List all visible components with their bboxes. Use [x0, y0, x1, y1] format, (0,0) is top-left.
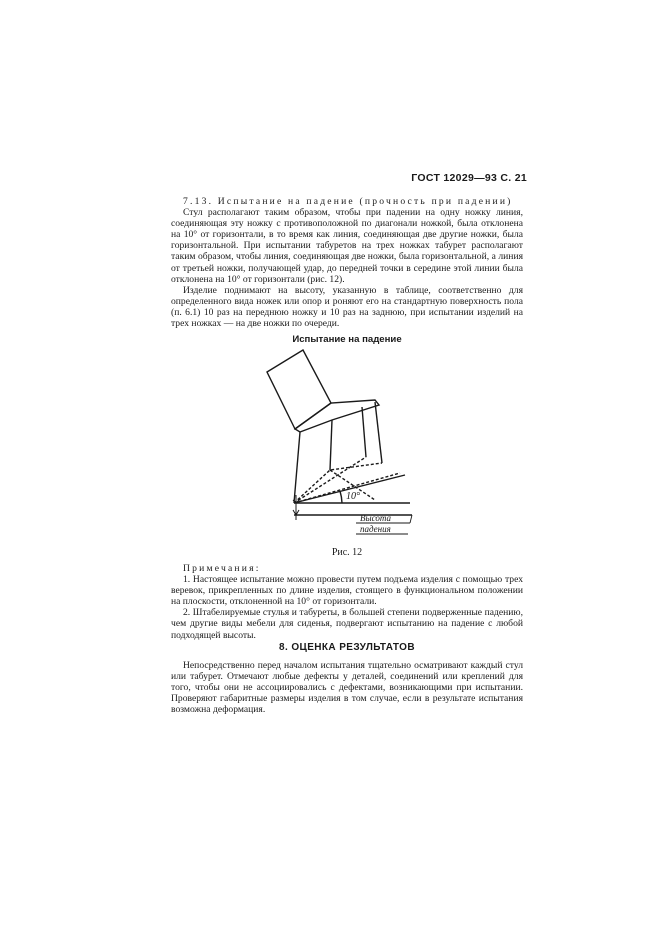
note-item: 2. Штабелируемые стулья и табуреты, в большей степени подверженные падению, чем другие виды мебели для сиденья, подвергают испытанию на падение с любой подходящей высоты.	[171, 607, 523, 641]
notes-heading: Примечания:	[183, 563, 261, 574]
section-7-13	[171, 196, 523, 329]
chair-leg	[362, 407, 366, 457]
chair-leg	[375, 402, 382, 463]
figure-title: Испытание на падение	[292, 334, 402, 345]
figure-drawing	[250, 345, 430, 545]
paragraph: Изделие поднимают на высоту, указанную в таблице, соответственно для определенного вида ножек или опор и роняют его на стандартную поверхность пола (п. 6.1) 10 раз на переднюю ножку и 10 раз на заднюю, при испытании изделий на трех ножках — на две ножки по очереди.	[171, 284, 523, 330]
chair-leg	[330, 420, 332, 470]
chair-seat	[295, 400, 379, 432]
section-8-title: 8. ОЦЕНКА РЕЗУЛЬТАТОВ	[279, 642, 415, 653]
note-item: 1. Настоящее испытание можно провести путем подъема изделия с помощью трех веревок, прикрепленных по длине изделия, стоящего в функциональном положении на плоскости, отклоненной на 10° от горизонтали.	[171, 574, 523, 608]
paragraph: Стул располагают таким образом, чтобы при падении на одну ножку линия, соединяющая эту ножку с противоположной по диагонали ножкой, была отклонена на 10° от горизонтали, в то время как линия, соединяющая две другие ножки, была горизонтальной. При испытании табуретов на трех ножках табурет располагают таким образом, чтобы линия, соединяющая две ножки, была горизонтальной, а линия от третьей ножки, получающей удар, до передней точки в середине этой линии была отклонена на 10° от горизонтали (рис. 12).	[171, 207, 523, 285]
angle-label: 10°	[346, 491, 360, 502]
angle-arc	[340, 491, 342, 503]
chair-backrest	[267, 350, 331, 429]
notes-block	[171, 563, 523, 641]
chair-leg	[294, 432, 300, 503]
section-heading: 7.13. Испытание на падение (прочность при падении)	[183, 196, 513, 207]
height-label: Высота	[360, 513, 391, 523]
paragraph: Непосредственно перед началом испытания тщательно осматривают каждый стул или табурет. Отмечают любые дефекты у деталей, соединений или креплений для того, чтобы они не ассоциировались с дефектами, возникающими при испытании. Проверяют габаритные размеры изделия в том случае, если в результате испытания возможна деформация.	[171, 660, 523, 716]
figure-caption: Рис. 12	[331, 547, 363, 558]
height-label: падения	[360, 524, 391, 534]
section-8	[171, 660, 523, 715]
running-head: ГОСТ 12029—93 С. 21	[411, 172, 527, 184]
